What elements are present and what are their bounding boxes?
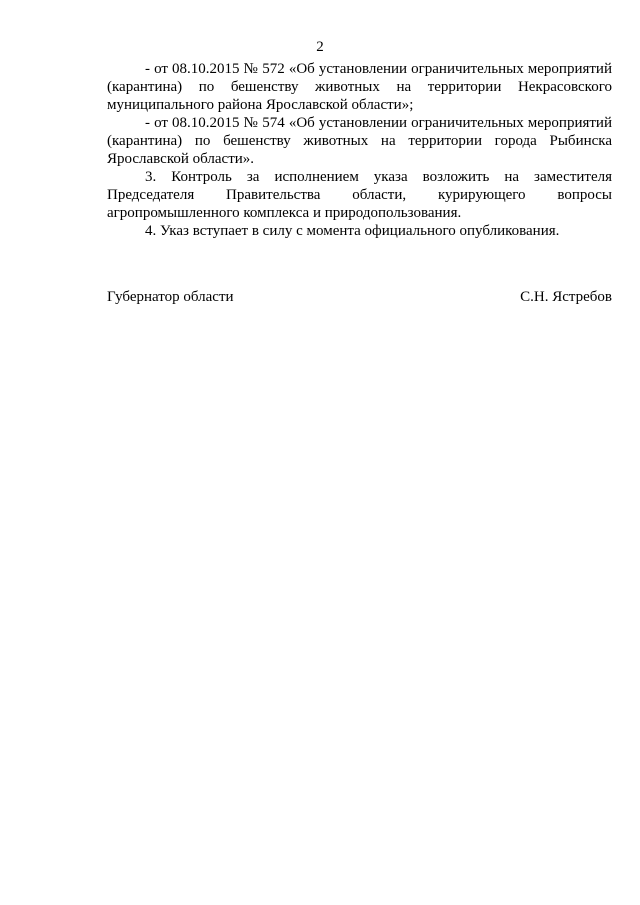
signatory-title: Губернатор области bbox=[107, 289, 234, 305]
signatory-name: С.Н. Ястребов bbox=[520, 289, 612, 305]
paragraph-effective-date: 4. Указ вступает в силу с момента официального опубликования. bbox=[145, 223, 560, 239]
signature-block bbox=[107, 288, 612, 306]
paragraph-control-clause: 3. Контроль за исполнением указа возложить на заместителя Председателя Правительства области, курирующего вопросы агропромышленного комплекса и природопользования. bbox=[107, 169, 612, 221]
list-item-decree-572: - от 08.10.2015 № 572 «Об установлении ограничительных мероприятий (карантина) по бешенству животных на территории Некрасовского муниципального района Ярославской области»; bbox=[107, 61, 612, 113]
document-body bbox=[107, 60, 612, 240]
list-item-decree-574: - от 08.10.2015 № 574 «Об установлении ограничительных мероприятий (карантина) по бешенству животных на территории города Рыбинска Ярославской области». bbox=[107, 115, 612, 167]
page-number: 2 bbox=[316, 39, 324, 55]
